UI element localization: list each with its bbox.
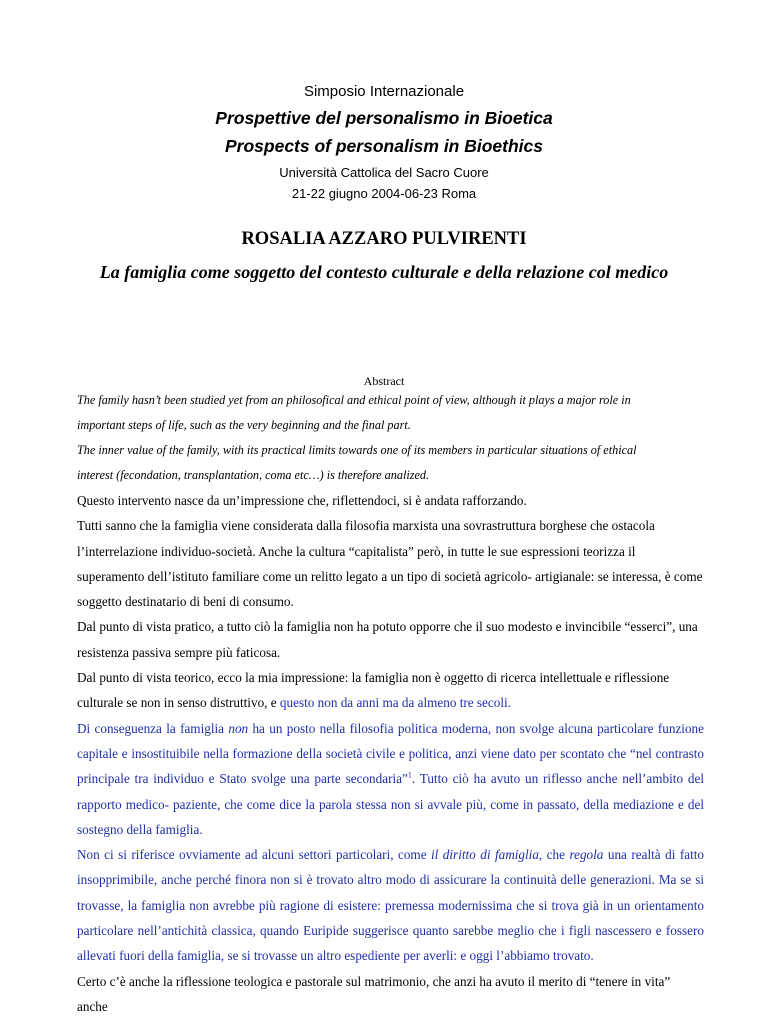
emphasis-diritto-di-famiglia: il diritto di famiglia bbox=[431, 847, 539, 863]
paragraph-5-text: . Tutto ciò ha avuto un riflesso anche nell’ambito del rapporto medico- paziente, che come dice la parola stessa non si avvale più, come in passato, della mediazione e del sostegno della famiglia. bbox=[77, 771, 704, 837]
paragraph-4-highlight: questo non da anni ma da almeno tre secoli. bbox=[279, 695, 511, 711]
title-english: Prospects of personalism in Bioethics bbox=[225, 136, 543, 156]
abstract-line: interest (fecondation, transplantation, coma etc…) is therefore analized. bbox=[77, 468, 430, 482]
paper-subtitle: La famiglia come soggetto del contesto culturale e della relazione col medico bbox=[99, 262, 669, 282]
body-text bbox=[77, 488, 704, 1019]
symposium-label: Simposio Internazionale bbox=[303, 83, 465, 100]
paragraph-6-text: Non ci si riferisce ovviamente ad alcuni settori particolari, come bbox=[77, 847, 432, 863]
emphasis-non: non bbox=[228, 720, 249, 736]
paragraph-7: Certo c’è anche la riflessione teologica e pastorale sul matrimonio, che anzi ha avuto il merito di “tenere in vita” anche bbox=[77, 973, 671, 1014]
date-place: 21-22 giugno 2004-06-23 Roma bbox=[291, 186, 477, 201]
abstract-line: The inner value of the family, with its practical limits towards one of its members in particular situations of ethical bbox=[77, 443, 637, 457]
university-name: Università Cattolica del Sacro Cuore bbox=[279, 165, 489, 180]
abstract-line: The family hasn’t been studied yet from an philosofical and ethical point of view, although it plays a major role in bbox=[77, 393, 631, 407]
footnote-ref[interactable]: 1 bbox=[407, 770, 412, 780]
paragraph-4-text: Dal punto di vista teorico, ecco la mia impressione: la famiglia non è oggetto di ricerca intellettuale e riflessione culturale se non in senso distruttivo, e bbox=[77, 670, 670, 711]
abstract-line: important steps of life, such as the very beginning and the final part. bbox=[77, 418, 411, 432]
paragraph-2: Tutti sanno che la famiglia viene considerata dalla filosofia marxista una sovrastruttura borghese che ostacola l’interrelazione individuo-società. Anche la cultura “capitalista” però, in tutte le sue espressioni teorizza il superamento dell’istituto familiare come un relitto legato a un tipo di società agricolo- artigianale: se interessa, è come soggetto destinatario di beni di consumo. bbox=[77, 518, 703, 610]
paragraph-6 bbox=[77, 842, 704, 968]
paragraph-5-text: Di conseguenza la famiglia bbox=[77, 720, 229, 736]
paragraph-5-text: ha un posto nella filosofia politica moderna, non svolge alcuna particolare funzione capitale e insostituibile nella formazione della società civile e politica, anzi viene dato per scontato che “nel contrasto principale tra individuo e Stato svolge una parte secondaria” bbox=[77, 720, 705, 787]
emphasis-regola: regola bbox=[569, 847, 604, 863]
paragraph-6-text: , che bbox=[538, 847, 570, 863]
abstract-heading: Abstract bbox=[363, 374, 405, 388]
paragraph-5 bbox=[77, 716, 704, 842]
author-name: ROSALIA AZZARO PULVIRENTI bbox=[241, 229, 527, 249]
paragraph-3: Dal punto di vista pratico, a tutto ciò la famiglia non ha potuto opporre che il suo modesto e invincibile “esserci”, una resistenza passiva sempre più faticosa. bbox=[77, 619, 698, 660]
paragraph-4 bbox=[77, 665, 704, 716]
paragraph-1: Questo intervento nasce da un’impressione che, riflettendoci, si è andata rafforzando. bbox=[77, 493, 527, 508]
title-italian: Prospettive del personalismo in Bioetica bbox=[215, 108, 553, 128]
paragraph-6-text: una realtà di fatto insopprimibile, anche perché finora non si è trovato altro modo di assicurare la continuità delle generazioni. Ma se si trovasse, la famiglia non avrebbe più ragione di esistere: premessa modernissima che si trova già in un orientamento particolare nell’antichità classica, quando Euripide suggerisce quanto sarebbe meglio che i figli nascessero e fossero allevati fuori della famiglia, se si trovasse un altro espediente per averli: e oggi l’abbiamo trovato. bbox=[77, 847, 704, 964]
